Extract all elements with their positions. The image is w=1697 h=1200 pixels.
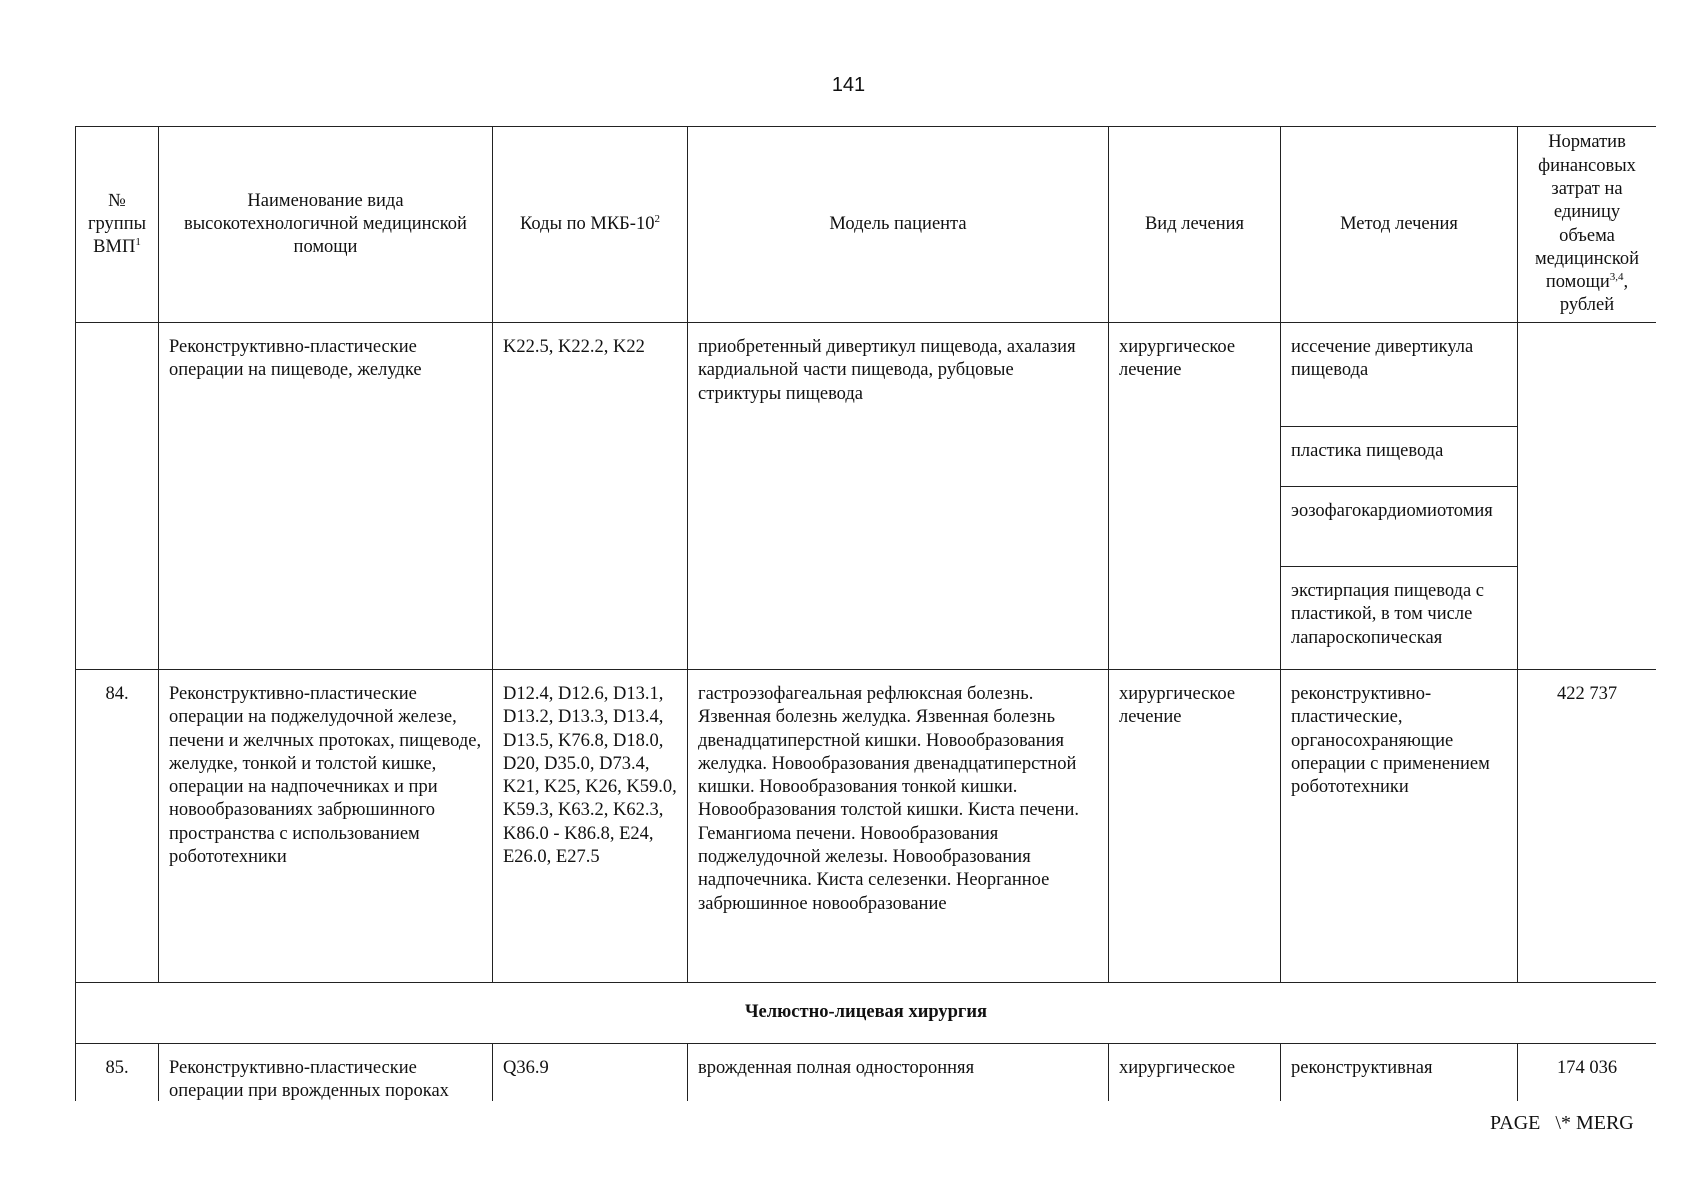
vmp-table [75, 126, 1656, 1101]
row-cost [1518, 323, 1657, 670]
method-item: экстирпация пищевода с пластикой, в том числе лапароскопическая [1291, 581, 1485, 648]
row-number: 84. [76, 670, 159, 983]
header-method: Метод лечения [1281, 127, 1518, 323]
table-header-row [76, 127, 1657, 323]
row-number [76, 323, 159, 670]
row-methods [1281, 323, 1518, 670]
header-patient-model: Модель пациента [688, 127, 1109, 323]
method-item: пластика пищевода [1281, 427, 1517, 487]
table-row [76, 670, 1657, 983]
method-item: иссечение дивертикула пищевода [1281, 323, 1517, 427]
row-name: Реконструктивно-пластические операции на поджелудочной железе, печени и желчных протоках, пищеводе, желудке, тонкой и толстой кишке, операции на надпочечниках и при новообразованиях забрюшинного пространства с использованием робототехники [159, 670, 493, 983]
table-row [76, 323, 1657, 670]
header-name: Наименование вида высокотехнологичной медицинской помощи [159, 127, 493, 323]
document-sheet [75, 126, 1656, 1101]
row-model: гастроэзофагеальная рефлюксная болезнь. Язвенная болезнь желудка. Язвенная болезнь двенадцатиперстной кишки. Новообразования желудка. Новообразования двенадцатиперстной кишки. Новообразования тонкой кишки. Новообразования толстой кишки. Киста печени. Гемангиома печени. Новообразования поджелудочной железы. Новообразования надпочечника. Киста селезенки. Неорганное забрюшинное новообразование [688, 670, 1109, 983]
row-codes: K22.5, K22.2, K22 [493, 323, 688, 670]
section-row [76, 983, 1657, 1044]
method-item: эозофагокардиомиотомия [1281, 487, 1517, 567]
row-type: хирургическое лечение [1109, 670, 1281, 983]
row-cost: 174 036 [1518, 1044, 1657, 1102]
row-model: врожденная полная односторонняя [688, 1044, 1109, 1102]
row-number: 85. [76, 1044, 159, 1102]
row-type: хирургическое лечение [1109, 323, 1281, 670]
header-icd-codes: Коды по МКБ-$10^2$ [493, 127, 688, 323]
row-method: реконструктивно-пластические, органосохраняющие операции с применением робототехники [1281, 670, 1518, 983]
row-codes: D12.4, D12.6, D13.1, D13.2, D13.3, D13.4, D13.5, K76.8, D18.0, D20, D35.0, D73.4, K21, K25, K26, K59.0, K59.3, K63.2, K62.3, K86.0 - K86.8, E24, E26.0, E27.5 [493, 670, 688, 983]
header-group-number: № группы ВМП$^1$ [76, 127, 159, 323]
row-name: Реконструктивно-пластические операции при врожденных пороках [159, 1044, 493, 1102]
row-type: хирургическое [1109, 1044, 1281, 1102]
section-title: Челюстно-лицевая хирургия [76, 983, 1657, 1044]
row-name: Реконструктивно-пластические операции на пищеводе, желудке [159, 323, 493, 670]
header-treatment-type: Вид лечения [1109, 127, 1281, 323]
table-row [76, 1044, 1657, 1102]
row-codes: Q36.9 [493, 1044, 688, 1102]
row-method: реконструктивная [1281, 1044, 1518, 1102]
page-footer-field: PAGE \* MERG [1490, 1112, 1634, 1134]
page-number: 141 [831, 74, 866, 96]
header-cost: Норматив финансовых затрат на единицу объема медицинской помощи$^{3,4}$, рублей [1518, 127, 1657, 323]
row-model: приобретенный дивертикул пищевода, ахалазия кардиальной части пищевода, рубцовые стриктуры пищевода [688, 323, 1109, 670]
row-cost: 422 737 [1518, 670, 1657, 983]
